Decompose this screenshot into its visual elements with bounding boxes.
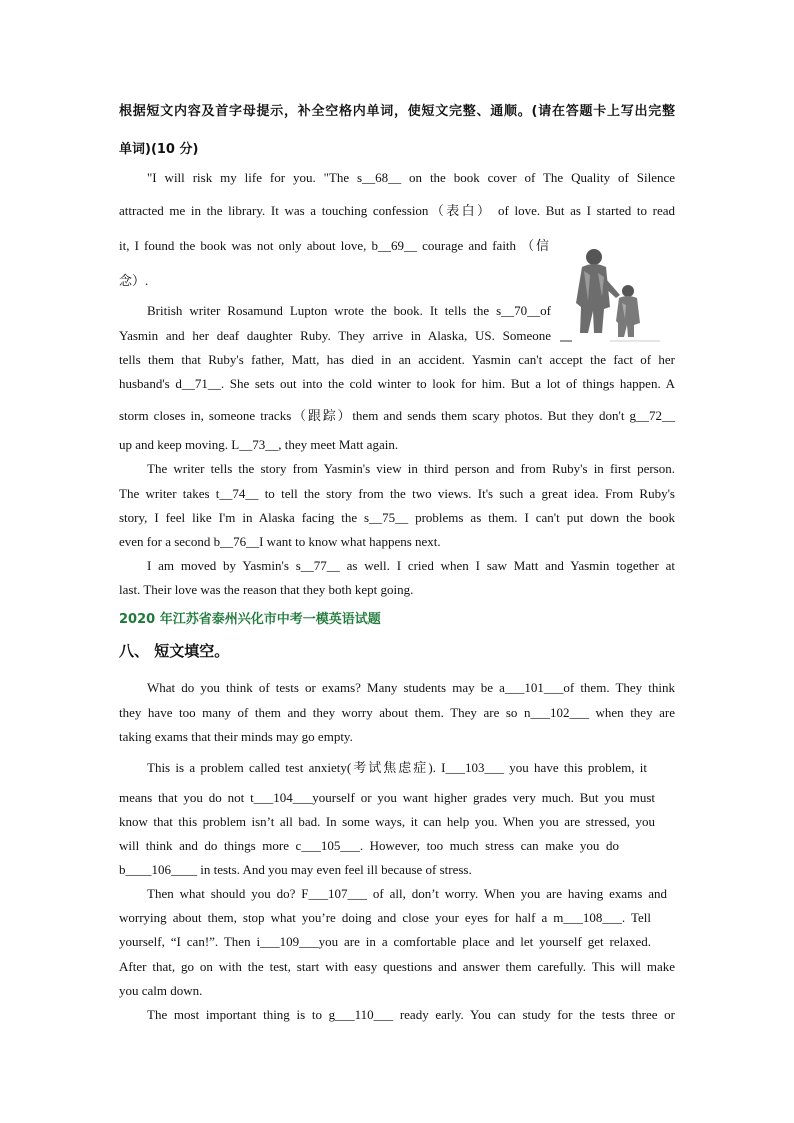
p1-line-11: The writer tells the story from Yasmin's view in third person and from Ruby's in first person. — [147, 461, 675, 476]
p2-line-13: you calm down. — [119, 983, 203, 998]
p1-line-13: story, I feel like I'm in Alaska facing the s__75__ problems as them. I can't put down the book — [119, 510, 675, 525]
p1-line-15: I am moved by Yasmin's s__77__ as well. I cried when I saw Matt and Yasmin together at — [147, 558, 675, 573]
section-title: 八、 短文填空。 — [119, 642, 230, 660]
p1-line-8: husband's d__71__. She sets out into the cold winter to look for him. But a lot of things happen. A — [119, 376, 675, 391]
p1-line-16: last. Their love was the reason that they both kept going. — [119, 582, 414, 597]
instruction — [119, 93, 675, 169]
p1-line-5: British writer Rosamund Lupton wrote the book. It tells the s__70__of — [147, 303, 551, 318]
p2-line-7: will think and do things more c___105___. However, too much stress can make you do — [119, 838, 619, 853]
source-title: 2020 年江苏省泰州兴化市中考一模英语试题 — [119, 612, 381, 627]
p1-line-9: storm closes in, someone tracks（跟踪）them and sends them scary photos. But they don't g__72__ — [119, 408, 675, 423]
p1-line-14: even for a second b__76__I want to know what happens next. — [119, 534, 441, 549]
p2-line-12: After that, go on with the test, start with easy questions and answer them carefully. This will make — [119, 959, 675, 974]
p2-line-14: The most important thing is to g___110___ ready early. You can study for the tests three or — [147, 1007, 675, 1022]
parent-child-walking-icon — [560, 245, 660, 345]
p2-line-10: worrying about them, stop what you’re doing and close your eyes for half a m___108___. Tell — [119, 910, 651, 925]
p1-line-10: up and keep moving. L__73__, they meet Matt again. — [119, 437, 399, 452]
p2-line-11: yourself, “I can!”. Then i___109___you are in a comfortable place and let yourself get relaxed. — [119, 934, 651, 949]
p2-line-8: b____106____ in tests. And you may even feel ill because of stress. — [119, 862, 472, 877]
p1-line-2: attracted me in the library. It was a touching confession（表白） of love. But as I started to read — [119, 203, 675, 218]
p2-line-9: Then what should you do? F___107___ of all, don’t worry. When you are having exams and — [147, 886, 667, 901]
p1-line-12: The writer takes t__74__ to tell the story from the two views. It's such a great idea. From Ruby's — [119, 486, 675, 501]
instruction-line-1: 根据短文内容及首字母提示，补全空格内单词，使短文完整、通顺。(请在答题卡上写出完整 — [119, 104, 675, 119]
p2-line-1: What do you think of tests or exams? Many students may be a___101___of them. They think — [147, 680, 675, 695]
p1-line-4: 念）. — [119, 273, 149, 288]
p2-line-2: they have too many of them and they worry about them. They are so n___102___ when they are — [119, 705, 675, 720]
p2-line-3: taking exams that their minds may go empty. — [119, 729, 353, 744]
p1-line-7: tells them that Ruby's father, Matt, has died in an accident. Yasmin can't accept the fact of her — [119, 352, 675, 367]
instruction-line-2: 单词)(10 分) — [119, 142, 199, 157]
p1-line-3: it, I found the book was not only about love, b__69__ courage and faith （信 — [119, 238, 549, 253]
p1-line-1: "I will risk my life for you. "The s__68__ on the book cover of The Quality of Silence — [147, 170, 675, 185]
p2-line-6: know that this problem isn’t all bad. In some ways, it can help you. When you are stressed, you — [119, 814, 655, 829]
p1-line-6: Yasmin and her deaf daughter Ruby. They arrive in Alaska, US. Someone — [119, 328, 551, 343]
p2-line-5: means that you do not t___104___yourself or you want higher grades very much. But you must — [119, 790, 655, 805]
p2-line-4: This is a problem called test anxiety(考试焦虑症). I___103___ you have this problem, it — [147, 760, 647, 775]
